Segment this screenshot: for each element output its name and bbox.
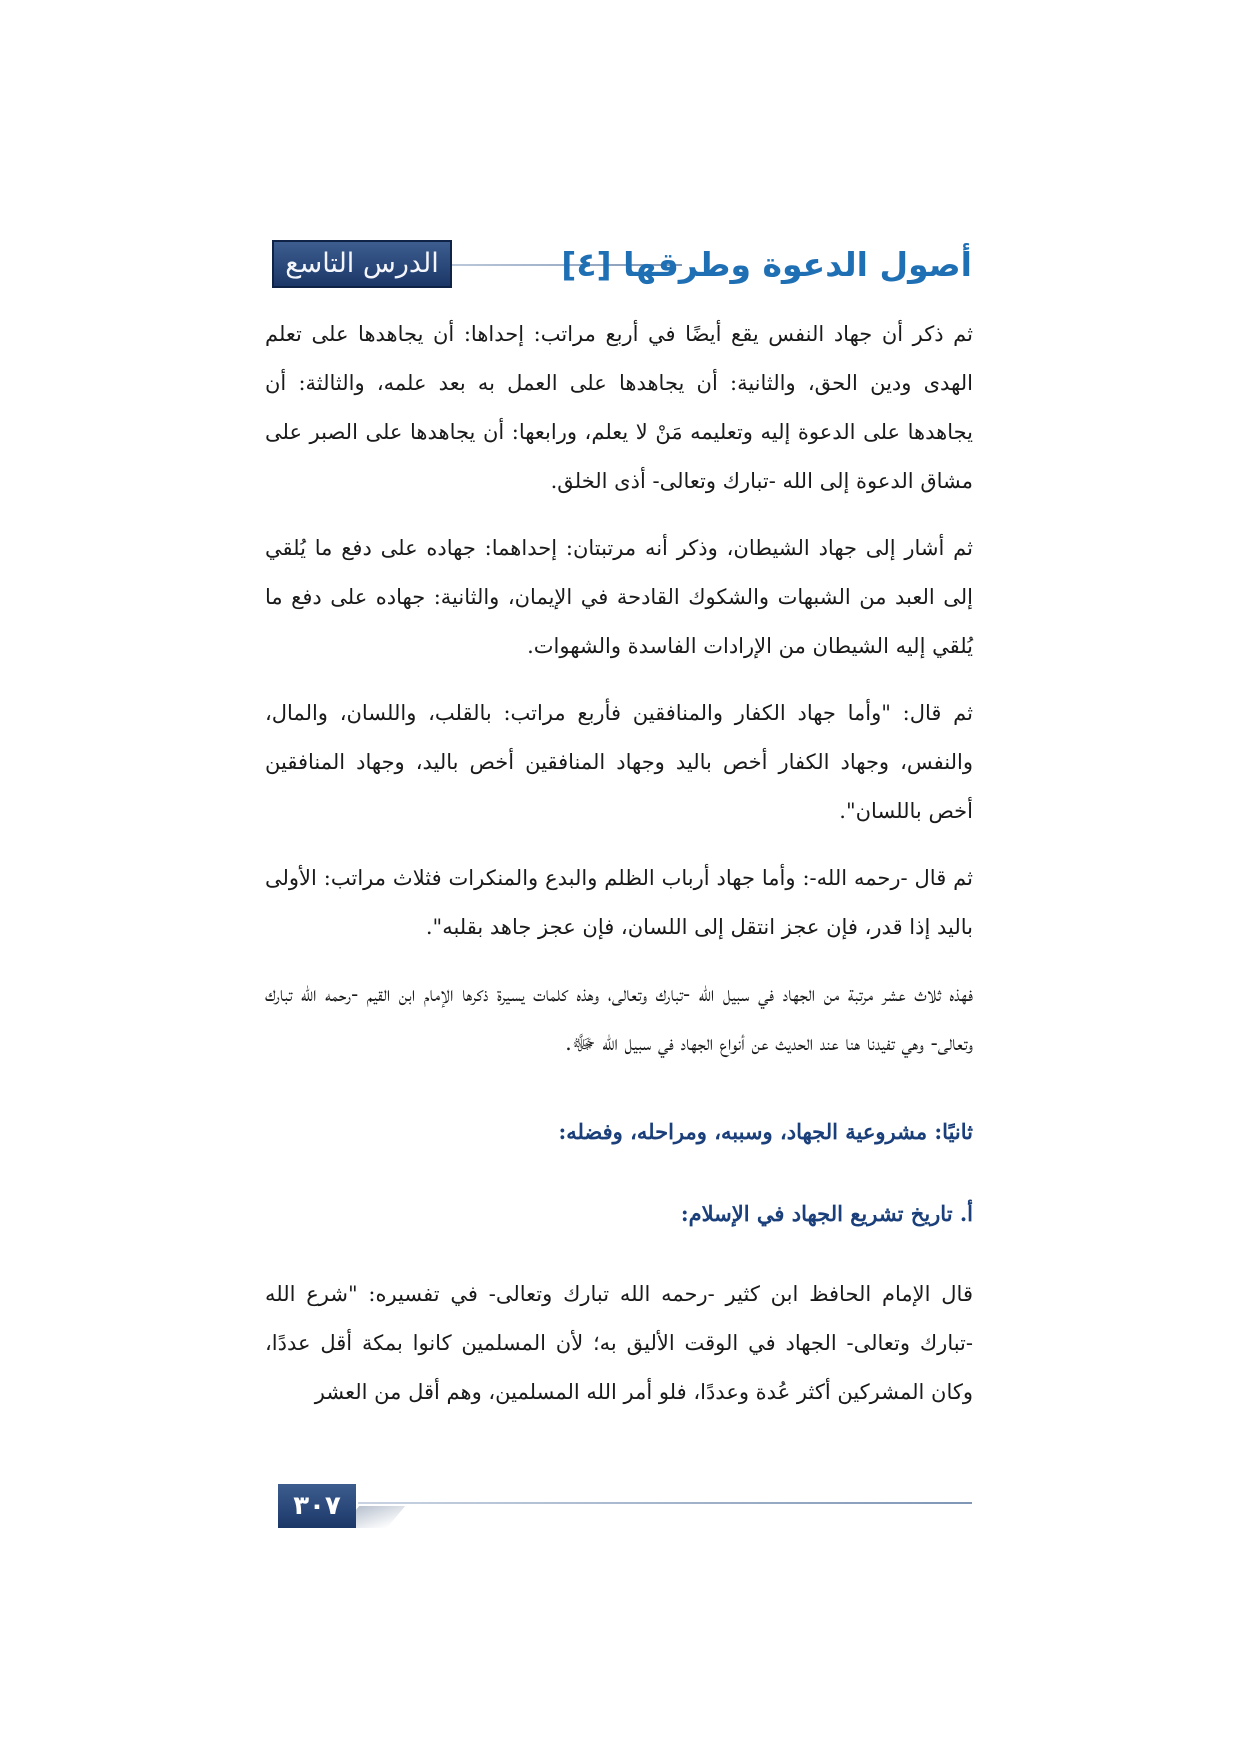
lesson-label: الدرس التاسع	[272, 240, 452, 288]
paragraph-satan-jihad: ثم أشار إلى جهاد الشيطان، وذكر أنه مرتبتان: إحداهما: جهاده على دفع ما يُلقي إلى العبد من الشبهات والشكوك القادحة في الإيمان، والثانية: جهاده على دفع ما يُلقي إليه الشيطان من الإرادات الفاسدة والشهوات.	[265, 536, 973, 658]
subsection-heading: أ. تاريخ تشريع الجهاد في الإسلام:	[680, 1201, 973, 1226]
page-header	[272, 240, 972, 290]
page-footer	[278, 1484, 972, 1530]
page-number: ٣٠٧	[278, 1484, 356, 1528]
paragraph-summary: فهذه ثلاث عشر مرتبة من الجهاد في سبيل الله -تبارك وتعالى، وهذه كلمات يسيرة ذكرها الإمام ابن القيم -رحمه الله تبارك وتعالى- وهي تفيدنا هنا عند الحديث عن أنواع الجهاد في سبيل الله ﷻ.	[265, 982, 973, 1055]
paragraph-disbelievers-jihad: ثم قال: "وأما جهاد الكفار والمنافقين فأربع مراتب: بالقلب، واللسان، والمال، والنفس، وجهاد الكفار أخص باليد وجهاد المنافقين أخص باليد، وجهاد المنافقين أخص باللسان".	[265, 701, 973, 823]
book-title: أصول الدعوة وطرقها [٤]	[561, 245, 972, 284]
paragraph-oppressors-jihad: ثم قال -رحمه الله-: وأما جهاد أرباب الظلم والبدع والمنكرات فثلاث مراتب: الأولى باليد إذا قدر، فإن عجز انتقل إلى اللسان، فإن عجز جاهد بقلبه".	[265, 866, 973, 939]
section-heading: ثانيًا: مشروعية الجهاد، وسببه، ومراحله، وفضله:	[558, 1119, 973, 1144]
paragraph-self-jihad: ثم ذكر أن جهاد النفس يقع أيضًا في أربع مراتب: إحداها: أن يجاهدها على تعلم الهدى ودين الحق، والثانية: أن يجاهدها على العمل به بعد علمه، والثالثة: أن يجاهدها على الدعوة إليه وتعليمه مَنْ لا يعلم، ورابعها: أن يجاهدها على الصبر على مشاق الدعوة إلى الله -تبارك وتعالى- أذى الخلق.	[265, 322, 973, 493]
page-content	[265, 310, 973, 1417]
footer-rule	[358, 1502, 972, 1504]
paragraph-ibn-kathir: قال الإمام الحافظ ابن كثير -رحمه الله تبارك وتعالى- في تفسيره: "شرع الله -تبارك وتعالى- الجهاد في الوقت الأليق به؛ لأن المسلمين كانوا بمكة أقل عددًا، وكان المشركين أكثر عُدة وعددًا، فلو أمر الله المسلمين، وهم أقل من العشر	[265, 1282, 973, 1404]
